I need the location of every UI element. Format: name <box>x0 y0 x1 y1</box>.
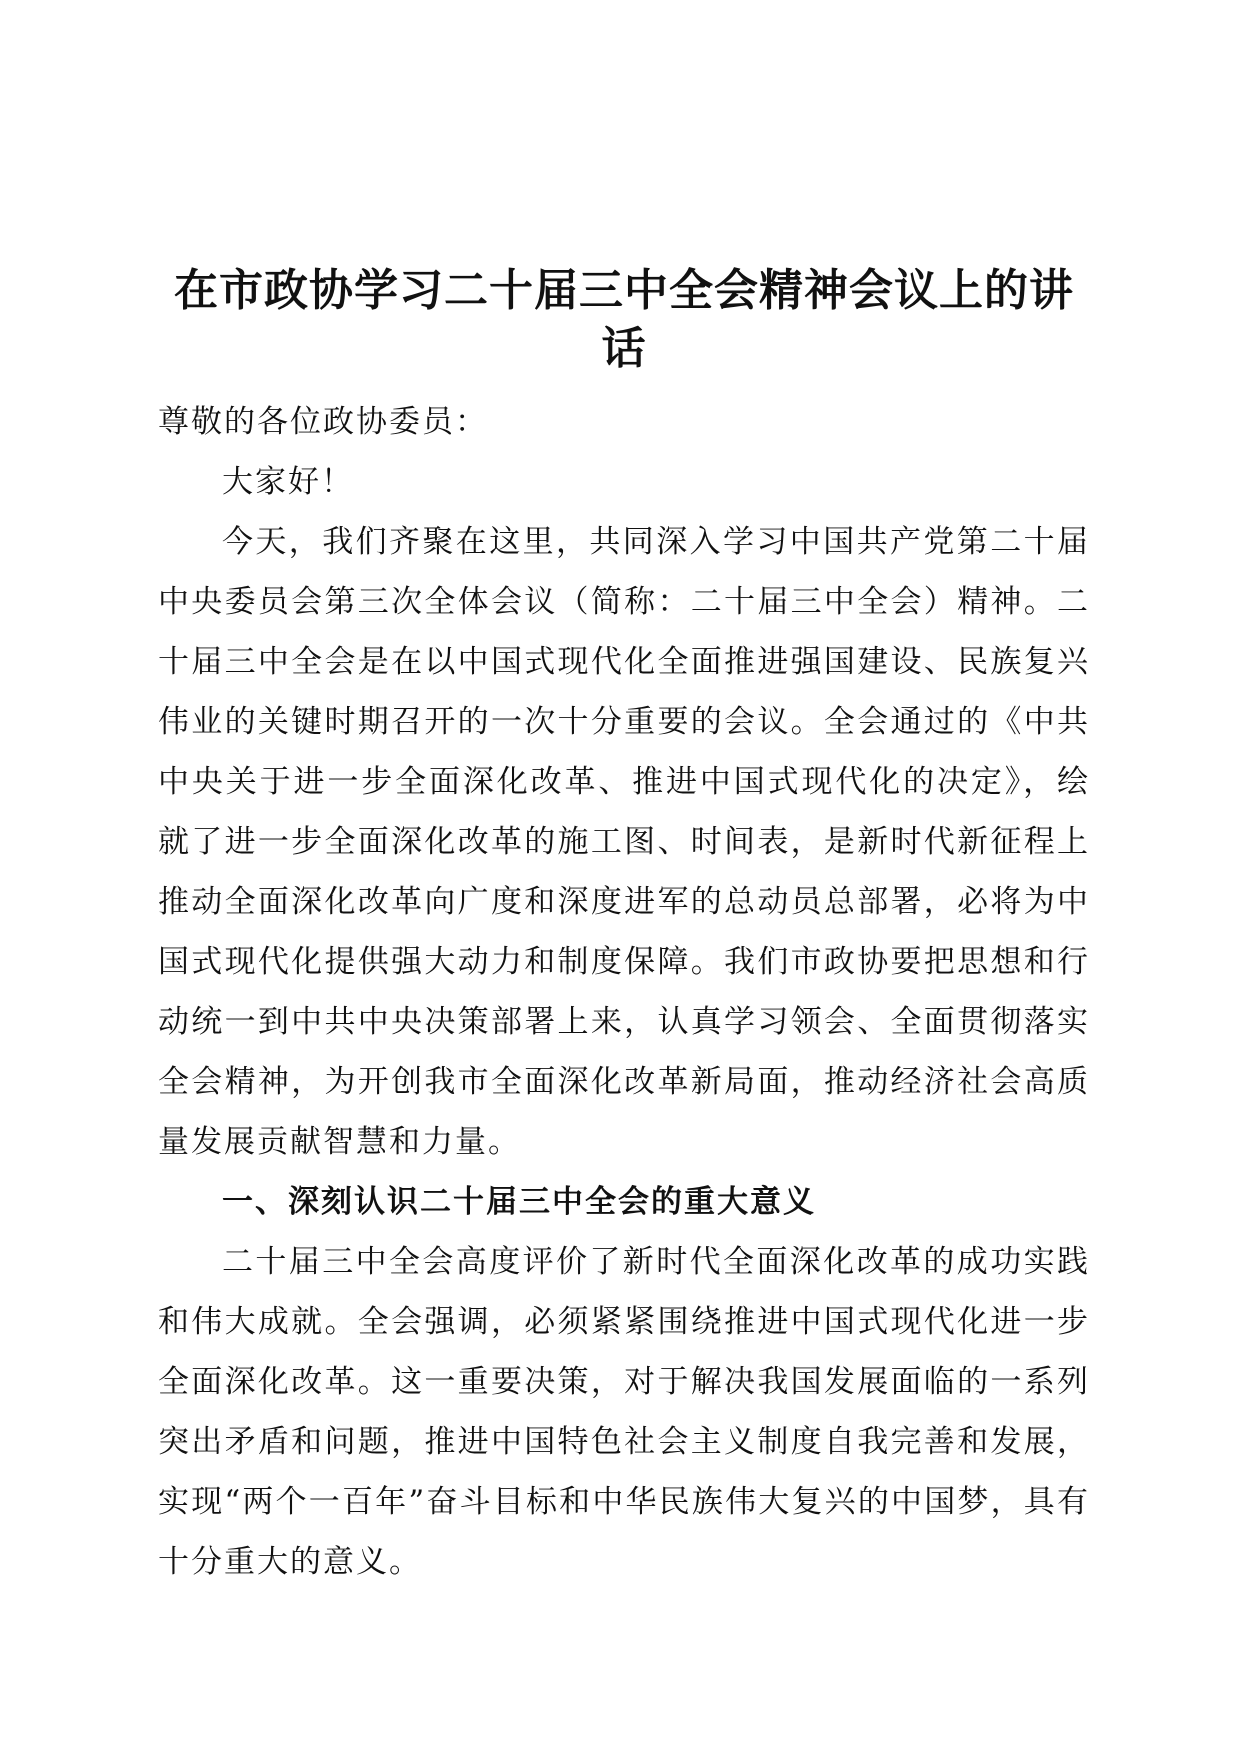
section-heading: 一、深刻认识二十届三中全会的重大意义 <box>222 1184 816 1220</box>
document-body <box>158 262 1090 1592</box>
section-paragraph: 二十届三中全会高度评价了新时代全面深化改革的成功实践和伟大成就。全会强调，必须紧紧围绕推进中国式现代化进一步全面深化改革。这一重要决策，对于解决我国发展面临的一系列突出矛盾和问题，推进中国特色社会主义制度自我完善和发展，实现“两个一百年”奋斗目标和中华民族伟大复兴的中国梦，具有十分重大的意义。 <box>158 1244 1090 1580</box>
intro-paragraph: 今天，我们齐聚在这里，共同深入学习中国共产党第二十届中央委员会第三次全体会议（简称：二十届三中全会）精神。二十届三中全会是在以中国式现代化全面推进强国建设、民族复兴伟业的关键时期召开的一次十分重要的会议。全会通过的《中共中央关于进一步全面深化改革、推进中国式现代化的决定》，绘就了进一步全面深化改革的施工图、时间表，是新时代新征程上推动全面深化改革向广度和深度进军的总动员总部署，必将为中国式现代化提供强大动力和制度保障。我们市政协要把思想和行动统一到中共中央决策部署上来，认真学习领会、全面贯彻落实全会精神，为开创我市全面深化改革新局面，推动经济社会高质量发展贡献智慧和力量。 <box>158 524 1090 1160</box>
document-title: 在市政协学习二十届三中全会精神会议上的讲话 <box>174 265 1074 374</box>
salutation: 尊敬的各位政协委员： <box>158 404 488 440</box>
greeting: 大家好！ <box>222 464 354 500</box>
